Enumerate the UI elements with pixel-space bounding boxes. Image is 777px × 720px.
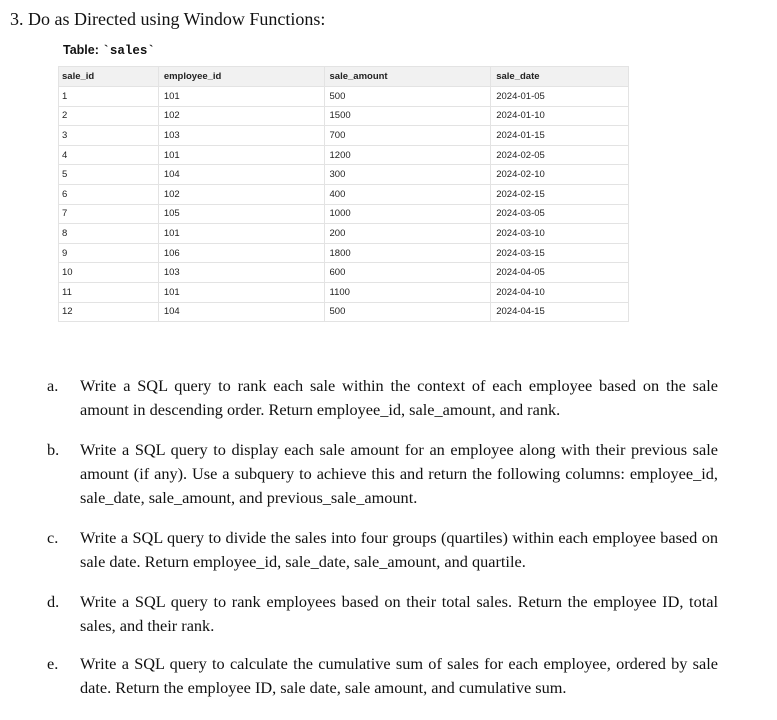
question-letter: a.	[47, 376, 59, 395]
cell-employee-id: 105	[158, 204, 324, 224]
column-header-sale-amount: sale_amount	[324, 67, 491, 87]
table-row	[59, 126, 629, 146]
table-row	[59, 184, 629, 204]
cell-sale-id: 8	[59, 224, 159, 244]
column-header-employee-id: employee_id	[158, 67, 324, 87]
cell-sale-id: 3	[59, 126, 159, 146]
cell-sale-date: 2024-04-15	[491, 302, 629, 322]
section-heading: 3. Do as Directed using Window Functions:	[10, 9, 326, 29]
cell-sale-amount: 1500	[324, 106, 491, 126]
cell-sale-id: 2	[59, 106, 159, 126]
cell-sale-amount: 1000	[324, 204, 491, 224]
cell-sale-id: 10	[59, 263, 159, 283]
question-letter: e.	[47, 654, 59, 673]
cell-employee-id: 102	[158, 106, 324, 126]
cell-sale-id: 4	[59, 145, 159, 165]
cell-employee-id: 104	[158, 165, 324, 185]
table-label: Table:	[63, 43, 99, 57]
cell-sale-amount: 1800	[324, 243, 491, 263]
cell-sale-date: 2024-01-15	[491, 126, 629, 146]
cell-sale-id: 12	[59, 302, 159, 322]
cell-sale-amount: 300	[324, 165, 491, 185]
cell-sale-id: 5	[59, 165, 159, 185]
cell-sale-id: 9	[59, 243, 159, 263]
table-name: `sales`	[102, 44, 155, 58]
cell-sale-amount: 1200	[324, 145, 491, 165]
question-text: Write a SQL query to rank each sale within the context of each employee based on the sale amount in descending order. Return employee_id, sale_amount, and rank.	[80, 376, 718, 420]
cell-employee-id: 101	[158, 87, 324, 107]
cell-sale-amount: 700	[324, 126, 491, 146]
table-title	[63, 43, 155, 58]
table-row	[59, 243, 629, 263]
table-row	[59, 204, 629, 224]
table-row	[59, 224, 629, 244]
table-header-row	[59, 67, 629, 87]
table-row	[59, 106, 629, 126]
table-row	[59, 87, 629, 107]
question-text: Write a SQL query to rank employees based on their total sales. Return the employee ID, total sales, and their rank.	[80, 592, 718, 636]
cell-employee-id: 101	[158, 282, 324, 302]
cell-sale-date: 2024-02-15	[491, 184, 629, 204]
cell-sale-date: 2024-02-10	[491, 165, 629, 185]
cell-sale-id: 11	[59, 282, 159, 302]
cell-sale-id: 7	[59, 204, 159, 224]
cell-employee-id: 101	[158, 224, 324, 244]
question-text: Write a SQL query to calculate the cumulative sum of sales for each employee, ordered by sale date. Return the employee ID, sale date, sale amount, and cumulative sum.	[80, 654, 718, 698]
cell-employee-id: 103	[158, 263, 324, 283]
cell-sale-date: 2024-04-10	[491, 282, 629, 302]
cell-sale-amount: 500	[324, 87, 491, 107]
cell-employee-id: 106	[158, 243, 324, 263]
table-row	[59, 263, 629, 283]
cell-sale-date: 2024-02-05	[491, 145, 629, 165]
table-row	[59, 165, 629, 185]
table-row	[59, 302, 629, 322]
table-row	[59, 282, 629, 302]
cell-employee-id: 104	[158, 302, 324, 322]
cell-employee-id: 103	[158, 126, 324, 146]
question-text: Write a SQL query to divide the sales into four groups (quartiles) within each employee based on sale date. Return employee_id, sale_date, sale_amount, and quartile.	[80, 528, 718, 572]
cell-sale-date: 2024-01-10	[491, 106, 629, 126]
cell-employee-id: 101	[158, 145, 324, 165]
question-text: Write a SQL query to display each sale amount for an employee along with their previous sale amount (if any). Use a subquery to achieve this and return the following columns: employee_id, sale_date, sale_amount, and previous_sale_amount.	[80, 440, 718, 508]
cell-sale-amount: 400	[324, 184, 491, 204]
cell-sale-id: 1	[59, 87, 159, 107]
cell-sale-id: 6	[59, 184, 159, 204]
cell-sale-date: 2024-04-05	[491, 263, 629, 283]
cell-employee-id: 102	[158, 184, 324, 204]
cell-sale-date: 2024-03-10	[491, 224, 629, 244]
cell-sale-date: 2024-03-05	[491, 204, 629, 224]
cell-sale-date: 2024-03-15	[491, 243, 629, 263]
cell-sale-amount: 600	[324, 263, 491, 283]
cell-sale-amount: 500	[324, 302, 491, 322]
question-letter: b.	[47, 440, 60, 459]
column-header-sale-id: sale_id	[59, 67, 159, 87]
cell-sale-date: 2024-01-05	[491, 87, 629, 107]
table-row	[59, 145, 629, 165]
sales-table	[58, 66, 629, 322]
table-body	[59, 87, 629, 322]
question-letter: d.	[47, 592, 60, 611]
column-header-sale-date: sale_date	[491, 67, 629, 87]
cell-sale-amount: 1100	[324, 282, 491, 302]
question-letter: c.	[47, 528, 59, 547]
cell-sale-amount: 200	[324, 224, 491, 244]
